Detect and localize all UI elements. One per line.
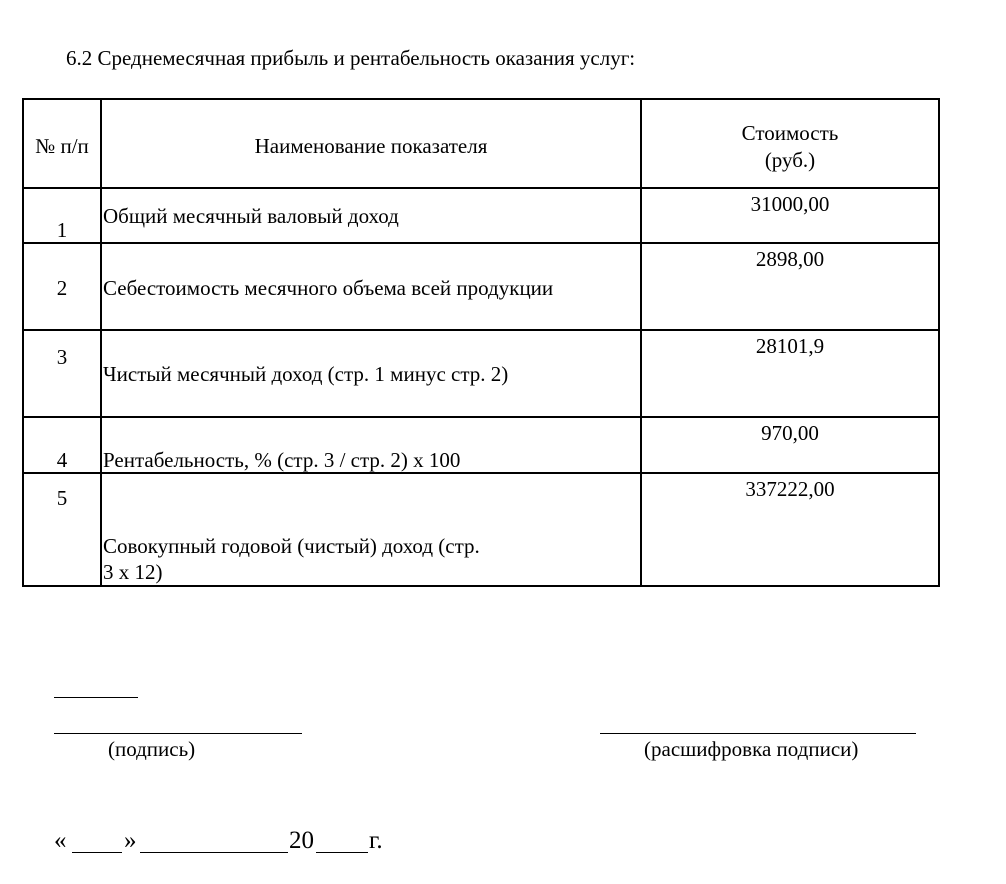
row-value: 970,00 (761, 421, 819, 445)
row-number: 5 (56, 486, 68, 510)
short-blank-line (54, 697, 138, 698)
signature-caption: (подпись) (108, 737, 196, 761)
date-close-quote: » (124, 827, 137, 854)
row-num-cell (23, 243, 101, 330)
header-num-cell (23, 99, 101, 188)
row-num-cell (23, 330, 101, 417)
table-row (23, 188, 939, 243)
table-row (23, 243, 939, 330)
header-name: Наименование показателя (254, 134, 488, 158)
header-cost-cell (641, 99, 939, 188)
header-name-cell (101, 99, 641, 188)
date-year-prefix: 20 (289, 827, 314, 854)
row-name-cell (101, 473, 641, 586)
row-name: Рентабельность, % (стр. 3 / стр. 2) х 100 (103, 448, 461, 472)
table-row (23, 417, 939, 473)
table-row (23, 473, 939, 586)
row-value-cell (641, 473, 939, 586)
section-heading: 6.2 Среднемесячная прибыль и рентабельность оказания услуг: (66, 46, 636, 70)
row-number: 1 (56, 218, 68, 242)
row-name-continuation: 3 х 12) (103, 560, 163, 584)
row-name-cell (101, 243, 641, 330)
row-value: 2898,00 (755, 247, 825, 271)
row-number: 3 (56, 345, 68, 369)
row-value-cell (641, 330, 939, 417)
row-value: 337222,00 (745, 477, 835, 501)
table-row (23, 330, 939, 417)
row-value-cell (641, 417, 939, 473)
row-value-cell (641, 188, 939, 243)
signature-decode-line (600, 733, 916, 734)
signature-decode-caption: (расшифровка подписи) (644, 737, 859, 761)
date-year-suffix: г. (369, 827, 383, 854)
table-header-row (23, 99, 939, 188)
row-name: Себестоимость месячного объема всей продукции (103, 276, 554, 300)
date-year-blank (316, 852, 368, 853)
row-value: 31000,00 (750, 192, 830, 216)
row-number: 2 (56, 276, 68, 300)
row-num-cell (23, 473, 101, 586)
header-cost-unit: (руб.) (764, 148, 816, 172)
row-value-cell (641, 243, 939, 330)
date-open-quote: « (54, 827, 67, 854)
row-name: Общий месячный валовый доход (103, 204, 399, 228)
header-cost: Стоимость (741, 121, 839, 145)
signature-line (54, 733, 302, 734)
date-month-blank (140, 852, 288, 853)
row-name-cell (101, 417, 641, 473)
row-value: 28101,9 (755, 334, 825, 358)
row-num-cell (23, 417, 101, 473)
date-day-blank (72, 852, 122, 853)
row-number: 4 (56, 448, 68, 472)
header-num: № п/п (35, 134, 89, 158)
row-name-cell (101, 330, 641, 417)
row-num-cell (23, 188, 101, 243)
profitability-table (22, 98, 940, 587)
row-name: Чистый месячный доход (стр. 1 минус стр. 2) (103, 362, 509, 386)
row-name: Совокупный годовой (чистый) доход (стр. (103, 534, 480, 558)
row-name-cell (101, 188, 641, 243)
